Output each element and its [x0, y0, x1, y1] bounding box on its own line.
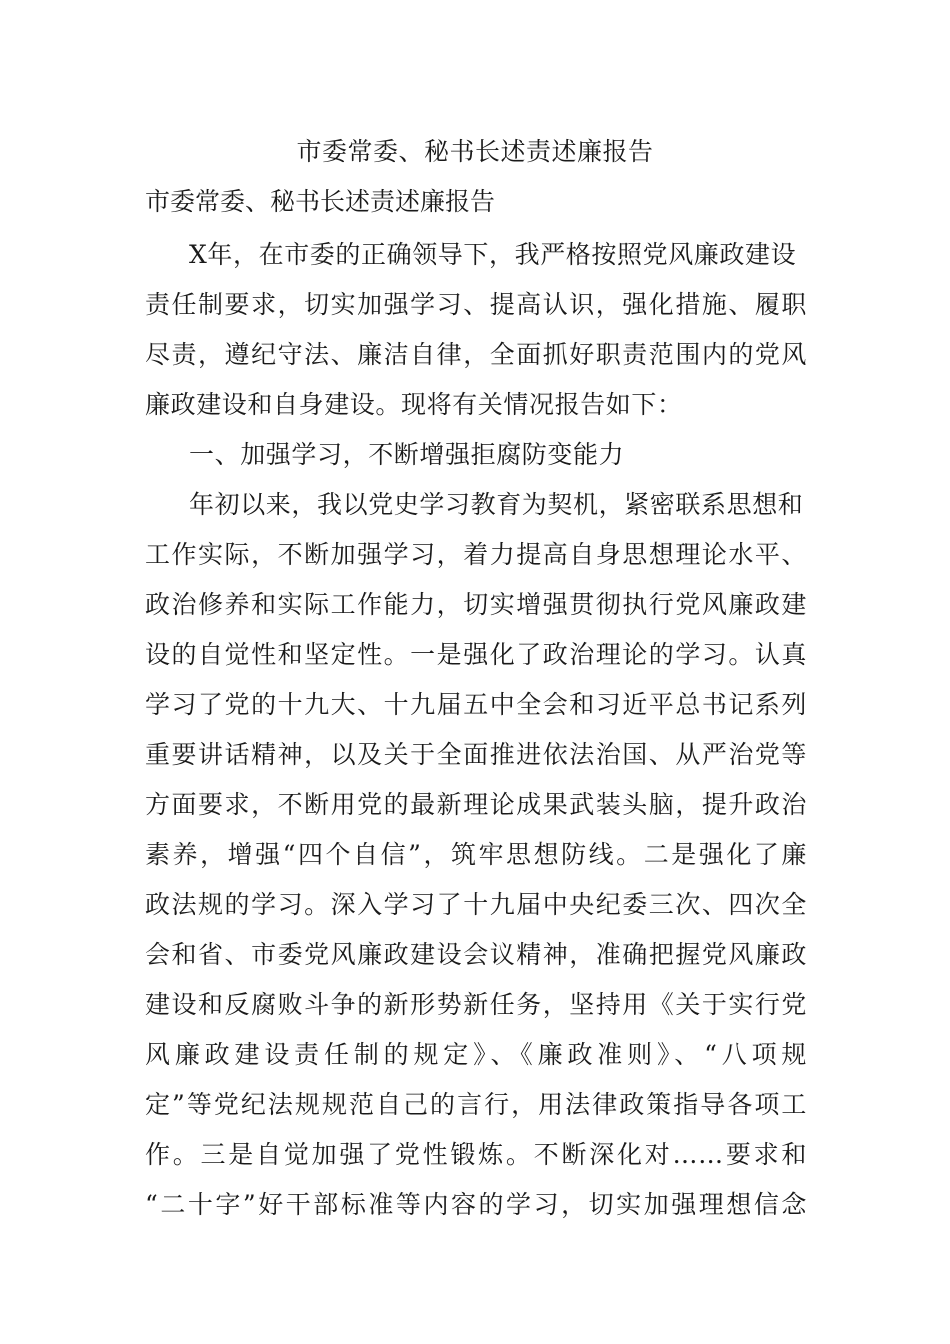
- paragraph-line: “二十字”好干部标准等内容的学习，切实加强理想信念: [145, 1190, 807, 1219]
- paragraph-line: 素养，增强“四个自信”，筑牢思想防线。二是强化了廉: [145, 840, 807, 869]
- paragraph-line: 尽责，遵纪守法、廉洁自律，全面抓好职责范围内的党风: [145, 340, 807, 369]
- paragraph-line: 工作实际，不断加强学习，着力提高自身思想理论水平、: [145, 540, 807, 569]
- paragraph-line: 政治修养和实际工作能力，切实增强贯彻执行党风廉政建: [145, 590, 807, 619]
- document-heading: 市委常委、秘书长述责述廉报告: [145, 187, 496, 216]
- paragraph-line: 会和省、市委党风廉政建设会议精神，准确把握党风廉政: [145, 940, 807, 969]
- paragraph-line: X年，在市委的正确领导下，我严格按照党风廉政建设: [189, 240, 797, 269]
- paragraph-line: 风廉政建设责任制的规定》、《廉政准则》、“八项规: [145, 1040, 807, 1069]
- paragraph-line: 重要讲话精神，以及关于全面推进依法治国、从严治党等: [145, 740, 807, 769]
- paragraph-line: 定”等党纪法规规范自己的言行，用法律政策指导各项工: [145, 1090, 807, 1119]
- paragraph-line: 作。三是自觉加强了党性锻炼。不断深化对……要求和: [145, 1140, 807, 1169]
- paragraph-line: 学习了党的十九大、十九届五中全会和习近平总书记系列: [145, 690, 807, 719]
- paragraph-line: 设的自觉性和坚定性。一是强化了政治理论的学习。认真: [145, 640, 807, 669]
- paragraph-line: 方面要求，不断用党的最新理论成果武装头脑，提升政治: [145, 790, 807, 819]
- section-heading: 一、加强学习，不断增强拒腐防变能力: [189, 440, 625, 469]
- paragraph-line: 年初以来，我以党史学习教育为契机，紧密联系思想和: [189, 490, 804, 519]
- document-title: 市委常委、秘书长述责述廉报告: [296, 137, 654, 166]
- paragraph-line: 建设和反腐败斗争的新形势新任务，坚持用《关于实行党: [145, 990, 807, 1019]
- paragraph-line: 廉政建设和自身建设。现将有关情况报告如下：: [145, 390, 683, 419]
- document-body: [145, 230, 807, 1230]
- paragraph-line: 政法规的学习。深入学习了十九届中央纪委三次、四次全: [145, 890, 807, 919]
- paragraph-line: 责任制要求，切实加强学习、提高认识，强化措施、履职: [145, 290, 807, 319]
